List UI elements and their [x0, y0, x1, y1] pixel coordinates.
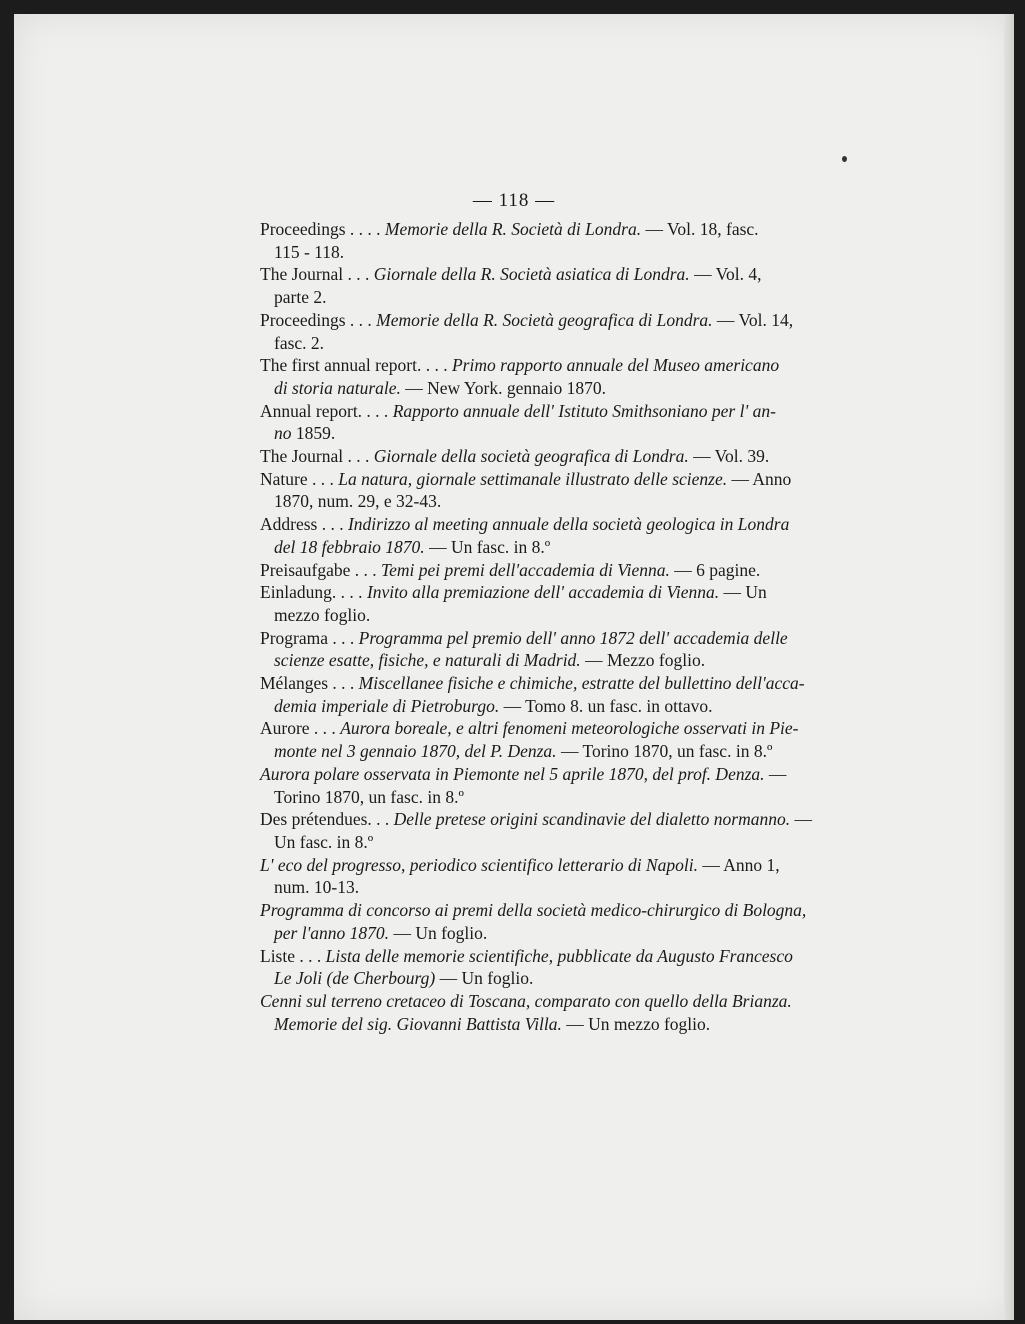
entry-line — [260, 967, 853, 990]
entry-line — [260, 536, 853, 559]
entry-line — [260, 763, 853, 786]
publication-details: — Un — [719, 582, 767, 603]
italian-title: Memorie del sig. Giovanni Battista Villa. — [274, 1013, 562, 1034]
bibliography-entry — [260, 581, 853, 626]
publication-details: — New York. gennaio 1870. — [400, 377, 607, 398]
entry-line — [260, 513, 853, 536]
original-title: Preisaufgabe . . . — [260, 559, 382, 580]
italian-title: Miscellanee fisiche e chimiche, estratte del bullettino dell'acca- — [358, 673, 805, 694]
entry-line — [260, 377, 853, 400]
bibliography-entry — [260, 354, 853, 399]
original-title: Des prétendues. . . — [260, 809, 394, 830]
publication-details: 1859. — [291, 423, 336, 444]
italian-title: L' eco del progresso, periodico scientifico letterario di Napoli. — [260, 854, 698, 875]
bibliography-entry — [260, 854, 853, 899]
original-title: Proceedings . . . . — [260, 219, 385, 239]
publication-details: — Un foglio. — [435, 968, 534, 989]
bibliography-entry — [260, 945, 853, 990]
entry-line — [260, 286, 853, 309]
entry-line — [260, 854, 853, 877]
bibliography-entry — [260, 990, 853, 1035]
original-title: fasc. 2. — [274, 332, 325, 353]
entry-line — [260, 945, 853, 968]
entry-line — [260, 400, 853, 423]
italian-title: Lista delle memorie scientifiche, pubblicate da Augusto Francesco — [325, 945, 793, 966]
original-title: Einladung. . . . — [260, 582, 367, 603]
original-title: Mélanges . . . — [260, 673, 359, 694]
entry-line — [260, 695, 853, 718]
entry-line — [260, 740, 853, 763]
original-title: Programa . . . — [260, 627, 359, 648]
entry-line — [260, 876, 853, 899]
bibliography-entry — [260, 309, 853, 354]
publication-details: — Anno — [727, 468, 792, 489]
italian-title: Primo rapporto annuale del Museo americano — [451, 355, 780, 376]
italian-title: Aurora boreale, e altri fenomeni meteorologiche osservati in Pie- — [340, 718, 799, 739]
entry-line — [260, 468, 853, 491]
italian-title: Memorie della R. Società geografica di Londra. — [376, 309, 713, 330]
entry-line — [260, 786, 853, 809]
italian-title: monte nel 3 gennaio 1870, del P. Denza. — [274, 741, 557, 762]
italian-title: no — [274, 423, 292, 444]
original-title: Aurore . . . — [260, 718, 341, 739]
publication-details: — 6 pagine. — [669, 559, 761, 580]
original-title: The Journal . . . — [260, 264, 374, 285]
original-title: mezzo foglio. — [274, 604, 371, 625]
publication-details: — Un mezzo foglio. — [561, 1013, 711, 1034]
original-title: 1870, num. 29, e 32-43. — [274, 491, 442, 512]
bibliography-entry — [260, 672, 853, 717]
publication-details: — Vol. 18, fasc. — [641, 219, 759, 239]
publication-details: — Tomo 8. un fasc. in ottavo. — [499, 695, 713, 716]
bibliography-entry — [260, 513, 853, 558]
italian-title: Aurora polare osservata in Piemonte nel 5 aprile 1870, del prof. Denza. — [260, 763, 765, 784]
bibliography-entry — [260, 899, 853, 944]
bibliography-entry — [260, 763, 853, 808]
bibliography-list — [260, 218, 853, 1035]
italian-title: Le Joli (de Cherbourg) — [274, 968, 436, 989]
entry-line — [260, 808, 853, 831]
publication-details: — — [790, 809, 812, 830]
entry-line — [260, 422, 853, 445]
bibliography-entry — [260, 717, 853, 762]
publication-details: — Mezzo foglio. — [580, 650, 706, 671]
scanned-page — [14, 14, 1014, 1320]
original-title: Liste . . . — [260, 945, 326, 966]
original-title: Nature . . . — [260, 468, 339, 489]
entry-line — [260, 627, 853, 650]
bibliography-entry — [260, 627, 853, 672]
entry-line — [260, 218, 853, 241]
entry-line — [260, 263, 853, 286]
publication-details: — Anno 1, — [697, 854, 780, 875]
publication-details: — Un fasc. in 8.º — [424, 536, 551, 557]
entry-line — [260, 332, 853, 355]
entry-line — [260, 241, 853, 264]
italian-title: Programma pel premio dell' anno 1872 dell' accademia delle — [358, 627, 788, 648]
original-title: Annual report. . . . — [260, 400, 393, 421]
bibliography-entry — [260, 559, 853, 582]
entry-line — [260, 717, 853, 740]
italian-title: demia imperiale di Pietroburgo. — [274, 695, 500, 716]
bibliography-entry — [260, 400, 853, 445]
original-title: The first annual report. . . . — [260, 355, 452, 376]
italian-title: scienze esatte, fisiche, e naturali di Madrid. — [274, 650, 581, 671]
original-title: num. 10-13. — [274, 877, 360, 898]
italian-title: Indirizzo al meeting annuale della società geologica in Londra — [347, 514, 790, 535]
original-title: The Journal . . . — [260, 446, 374, 467]
italian-title: Giornale della società geografica di Londra. — [373, 446, 689, 467]
publication-details: — Vol. 14, — [712, 309, 794, 330]
bibliography-entry — [260, 218, 853, 263]
ink-dot — [842, 156, 847, 162]
publication-details: — — [764, 763, 787, 784]
bibliography-entry — [260, 808, 853, 853]
page-number: — 118 — — [472, 190, 556, 211]
italian-title: Giornale della R. Società asiatica di Londra. — [373, 264, 690, 285]
entry-line — [260, 354, 853, 377]
entry-line — [260, 831, 853, 854]
italian-title: Rapporto annuale dell' Istituto Smithsoniano per l' an- — [392, 400, 776, 421]
original-title: 115 - 118. — [274, 241, 345, 262]
italian-title: Programma di concorso ai premi della società medico-chirurgico di Bologna, — [260, 900, 807, 921]
bibliography-entry — [260, 468, 853, 513]
italian-title: Memorie della R. Società di Londra. — [384, 219, 642, 239]
original-title: Un fasc. in 8.º — [274, 831, 374, 852]
italian-title: di storia naturale. — [274, 377, 401, 398]
publication-details: — Un foglio. — [389, 922, 488, 943]
original-title: Proceedings . . . — [260, 309, 377, 330]
entry-line — [260, 559, 853, 582]
italian-title: Cenni sul terreno cretaceo di Toscana, comparato con quello della Brianza. — [260, 990, 792, 1011]
publication-details: — Vol. 4, — [689, 264, 762, 285]
italian-title: La natura, giornale settimanale illustrato delle scienze. — [338, 468, 728, 489]
original-title: parte 2. — [274, 287, 327, 308]
italian-title: del 18 febbraio 1870. — [274, 536, 425, 557]
italian-title: per l'anno 1870. — [274, 922, 390, 943]
italian-title: Temi pei premi dell'accademia di Vienna. — [381, 559, 670, 580]
publication-details: — Torino 1870, un fasc. in 8.º — [556, 741, 773, 762]
bibliography-entry — [260, 445, 853, 468]
entry-line — [260, 581, 853, 604]
entry-line — [260, 1013, 853, 1036]
entry-line — [260, 604, 853, 627]
entry-line — [260, 990, 853, 1013]
italian-title: Invito alla premiazione dell' accademia di Vienna. — [366, 582, 720, 603]
entry-line — [260, 672, 853, 695]
original-title: Torino 1870, un fasc. in 8.º — [274, 786, 464, 807]
entry-line — [260, 899, 853, 922]
entry-line — [260, 922, 853, 945]
entry-line — [260, 309, 853, 332]
bibliography-entry — [260, 263, 853, 308]
entry-line — [260, 649, 853, 672]
publication-details: — Vol. 39. — [688, 446, 770, 467]
original-title: Address . . . — [260, 514, 348, 535]
entry-line — [260, 445, 853, 468]
italian-title: Delle pretese origini scandinavie del dialetto normanno. — [393, 809, 791, 830]
entry-line — [260, 490, 853, 513]
